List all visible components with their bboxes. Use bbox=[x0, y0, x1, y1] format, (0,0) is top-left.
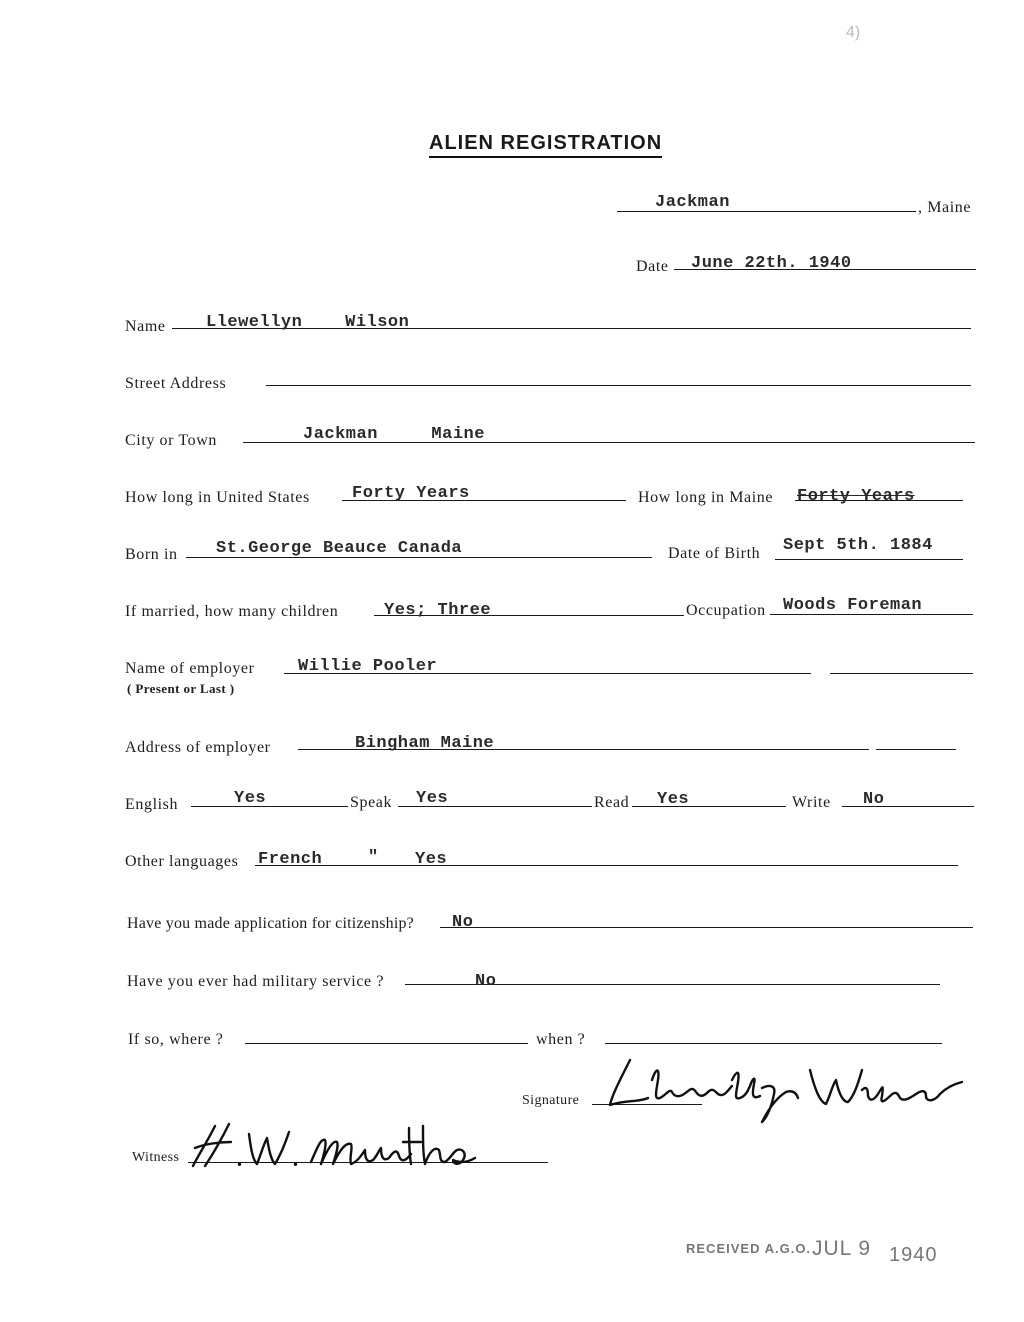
employer-address-label: Address of employer bbox=[125, 739, 271, 756]
write-value: No bbox=[863, 790, 885, 809]
other-languages-line bbox=[255, 865, 958, 866]
signature-stroke-6 bbox=[862, 1082, 962, 1101]
signature-stroke-3 bbox=[732, 1073, 760, 1099]
name-value: Llewellyn Wilson bbox=[206, 313, 410, 332]
where-line bbox=[245, 1043, 528, 1044]
employer-value: Willie Pooler bbox=[298, 657, 438, 676]
street-address-line bbox=[266, 385, 971, 386]
date-of-birth-label: Date of Birth bbox=[668, 545, 761, 562]
citizenship-line bbox=[440, 927, 973, 928]
location-value: Jackman bbox=[655, 193, 730, 212]
how-long-us-label: How long in United States bbox=[125, 489, 310, 506]
signature-stroke-2 bbox=[652, 1071, 732, 1099]
speak-value: Yes bbox=[416, 789, 449, 808]
employer-label: Name of employer bbox=[125, 660, 255, 677]
witness-stroke-5 bbox=[311, 1140, 411, 1164]
english-line bbox=[191, 806, 348, 807]
witness-label: Witness bbox=[132, 1150, 180, 1165]
received-stamp: RECEIVED A.G.O. bbox=[686, 1241, 812, 1256]
employer-address-value: Bingham Maine bbox=[355, 734, 495, 753]
read-line bbox=[632, 806, 786, 807]
other-languages-value2: Yes bbox=[415, 850, 448, 869]
witness-handwriting bbox=[185, 1118, 485, 1178]
military-label: Have you ever had military service ? bbox=[127, 973, 385, 990]
born-in-value: St.George Beauce Canada bbox=[216, 539, 463, 558]
name-label: Name bbox=[125, 318, 166, 335]
citizenship-value: No bbox=[452, 913, 474, 932]
read-label: Read bbox=[594, 794, 630, 811]
signature-stroke-5 bbox=[810, 1070, 862, 1104]
employer-address-line-2 bbox=[876, 749, 956, 750]
occupation-value: Woods Foreman bbox=[783, 596, 923, 615]
english-label: English bbox=[125, 796, 179, 813]
stamp-date: JUL 9 bbox=[812, 1237, 872, 1260]
witness-stroke-3 bbox=[249, 1132, 289, 1164]
stamp-year: 1940 bbox=[889, 1244, 938, 1266]
military-value: No bbox=[475, 972, 497, 991]
form-title: ALIEN REGISTRATION bbox=[429, 132, 662, 158]
how-long-us-value: Forty Years bbox=[352, 484, 470, 503]
witness-stroke-4 bbox=[295, 1164, 296, 1165]
other-languages-label: Other languages bbox=[125, 853, 239, 870]
write-label: Write bbox=[792, 794, 831, 811]
read-value: Yes bbox=[657, 790, 690, 809]
date-value: June 22th. 1940 bbox=[691, 254, 852, 273]
employer-line-2 bbox=[830, 673, 973, 674]
date-label: Date bbox=[636, 258, 669, 275]
english-value: Yes bbox=[234, 789, 267, 808]
citizenship-label: Have you made application for citizenship? bbox=[127, 915, 414, 932]
location-suffix: , Maine bbox=[918, 199, 972, 216]
signature-handwriting bbox=[600, 1050, 1000, 1130]
speak-label: Speak bbox=[350, 794, 393, 811]
signature-stroke-1 bbox=[610, 1060, 648, 1105]
city-label: City or Town bbox=[125, 432, 218, 449]
children-value: Yes; Three bbox=[384, 601, 492, 620]
employer-note: ( Present or Last ) bbox=[127, 681, 235, 696]
write-line bbox=[842, 806, 974, 807]
when-line bbox=[605, 1043, 942, 1044]
street-address-label: Street Address bbox=[125, 375, 227, 392]
how-long-maine-label: How long in Maine bbox=[638, 489, 774, 506]
date-of-birth-line bbox=[775, 559, 963, 560]
other-languages-value: French bbox=[258, 850, 323, 869]
date-of-birth-value: Sept 5th. 1884 bbox=[783, 536, 933, 555]
born-in-label: Born in bbox=[125, 546, 178, 563]
witness-stroke-1 bbox=[193, 1124, 231, 1166]
when-label: when ? bbox=[536, 1031, 586, 1048]
signature-stroke-4 bbox=[762, 1086, 798, 1122]
signature-label: Signature bbox=[522, 1093, 580, 1108]
corner-mark: 4) bbox=[846, 24, 861, 41]
occupation-label: Occupation bbox=[686, 602, 766, 619]
witness-stroke-7 bbox=[423, 1126, 475, 1164]
children-label: If married, how many children bbox=[125, 603, 339, 620]
city-value: Jackman Maine bbox=[303, 425, 485, 444]
witness-stroke-2 bbox=[239, 1164, 240, 1165]
how-long-maine-value: Forty Years bbox=[797, 487, 915, 506]
where-label: If so, where ? bbox=[128, 1031, 224, 1048]
other-languages-ditto: " bbox=[368, 848, 379, 867]
